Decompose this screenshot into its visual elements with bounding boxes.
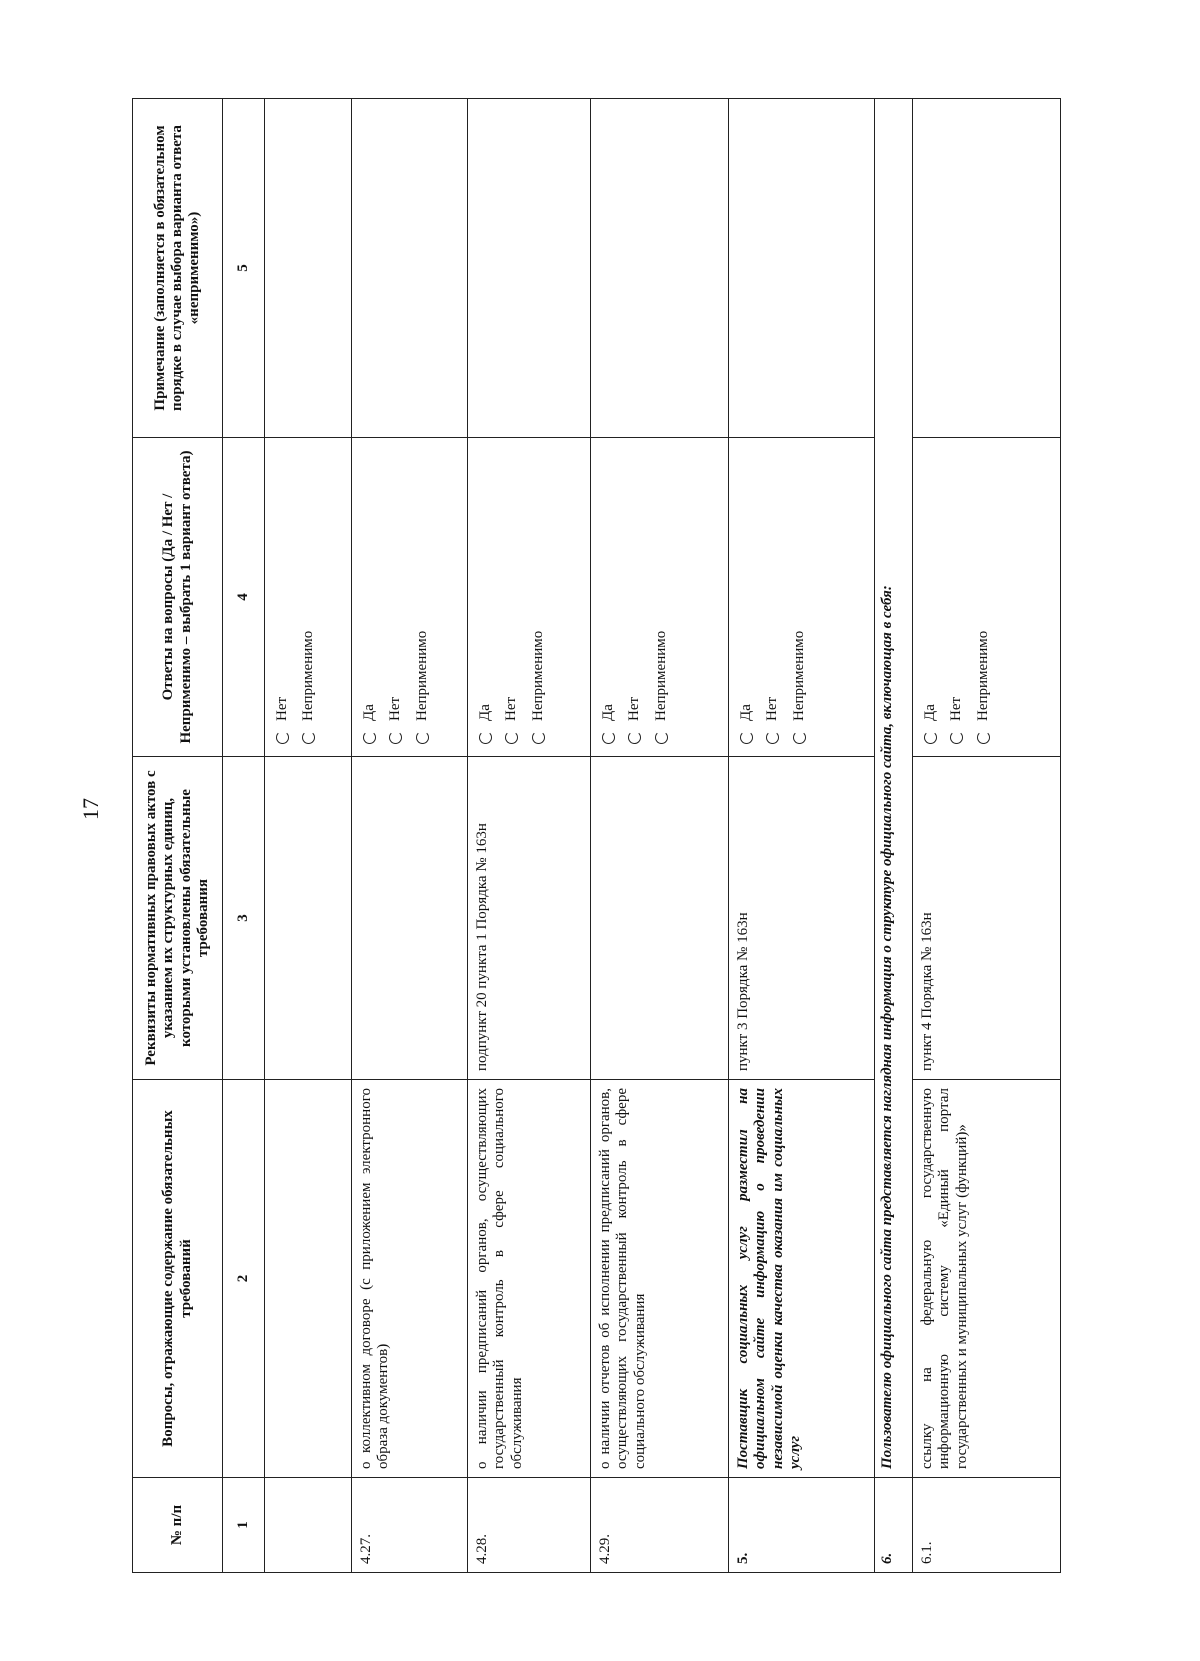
answer-label: Да [600, 704, 616, 721]
answer-option[interactable] [530, 446, 547, 744]
answer-option[interactable] [503, 446, 520, 744]
answer-option[interactable] [738, 446, 755, 744]
column-number: 3 [223, 757, 265, 1080]
answer-option[interactable] [274, 446, 291, 744]
row-note [265, 99, 352, 438]
table-row [265, 99, 352, 1573]
header-requisites: Реквизиты нормативных правовых актов с указанием их структурных единиц, которыми установлены обязательные требования [133, 757, 223, 1080]
section-title: Пользователю официального сайта представляется наглядная информация о структуре официального сайта, включающая в себя: [875, 99, 913, 1478]
table-row [913, 99, 1061, 1573]
answer-option[interactable] [764, 446, 781, 744]
column-number-row [223, 99, 265, 1573]
answer-label: Нет [948, 696, 965, 721]
table-row [591, 99, 729, 1573]
row-answers [729, 438, 875, 757]
radio-icon[interactable] [793, 731, 806, 744]
row-answers [265, 438, 352, 757]
row-number: 6.1. [913, 1478, 1061, 1573]
answer-label: Да [477, 704, 493, 721]
row-question: ссылку на федеральную государственную информационную систему «Единый портал государственных и муниципальных услуг (функций)» [913, 1080, 1061, 1478]
header-num: № п/п [133, 1478, 223, 1573]
row-number: 4.29. [591, 1478, 729, 1573]
column-number: 2 [223, 1080, 265, 1478]
row-answers [913, 438, 1061, 757]
answer-option[interactable] [653, 446, 670, 744]
radio-icon[interactable] [505, 731, 518, 744]
row-note [468, 99, 591, 438]
row-requisites [352, 757, 468, 1080]
answer-label: Неприменимо [790, 630, 807, 721]
answer-option[interactable] [791, 446, 808, 744]
radio-icon[interactable] [924, 731, 937, 744]
answer-label: Нет [764, 696, 781, 721]
answer-option[interactable] [414, 446, 431, 744]
header-answers: Ответы на вопросы (Да / Нет / Неприменимо – выбрать 1 вариант ответа) [133, 438, 223, 757]
row-requisites: подпункт 20 пункта 1 Порядка № 163н [468, 757, 591, 1080]
answer-label: Да [361, 704, 377, 721]
row-number: 4.28. [468, 1478, 591, 1573]
answer-label: Неприменимо [529, 630, 546, 721]
answer-label: Нет [503, 696, 520, 721]
checklist-table [132, 98, 1061, 1573]
answer-option[interactable] [300, 446, 317, 744]
row-number: 5. [729, 1478, 875, 1573]
answer-label: Неприменимо [652, 630, 669, 721]
answer-label: Неприменимо [974, 630, 991, 721]
row-number [265, 1478, 352, 1573]
answer-option[interactable] [922, 446, 939, 744]
answer-label: Нет [274, 696, 290, 721]
section-number: 6. [875, 1478, 913, 1573]
radio-icon[interactable] [740, 731, 753, 744]
answer-label: Да [922, 704, 938, 721]
row-requisites: пункт 4 Порядка № 163н [913, 757, 1061, 1080]
row-answers [468, 438, 591, 757]
row-question [265, 1080, 352, 1478]
answer-label: Нет [626, 696, 643, 721]
checklist-table-container [132, 99, 1061, 1573]
column-number: 4 [223, 438, 265, 757]
header-row [133, 99, 223, 1573]
row-note [591, 99, 729, 438]
page-number: 17 [78, 798, 103, 820]
column-number: 1 [223, 1478, 265, 1573]
row-note [352, 99, 468, 438]
radio-icon[interactable] [655, 731, 668, 744]
radio-icon[interactable] [302, 731, 315, 744]
header-question: Вопросы, отражающие содержание обязательных требований [133, 1080, 223, 1478]
radio-icon[interactable] [977, 731, 990, 744]
header-note: Примечание (заполняется в обязательном порядке в случае выбора варианта ответа «неприменимо») [133, 99, 223, 438]
row-requisites [265, 757, 352, 1080]
row-requisites: пункт 3 Порядка № 163н [729, 757, 875, 1080]
row-note [729, 99, 875, 438]
answer-option[interactable] [361, 446, 378, 744]
section-row [875, 99, 913, 1573]
radio-icon[interactable] [532, 731, 545, 744]
row-answers [352, 438, 468, 757]
row-note [913, 99, 1061, 438]
answer-option[interactable] [626, 446, 643, 744]
column-number: 5 [223, 99, 265, 438]
row-question: о наличии отчетов об исполнении предписаний органов, осуществляющих государственный контроль в сфере социального обслуживания [591, 1080, 729, 1478]
answer-label: Неприменимо [413, 630, 430, 721]
answer-option[interactable] [948, 446, 965, 744]
row-question: Поставщик социальных услуг разместил на официальном сайте информацию о проведении независимой оценки качества оказания им социальных услуг [729, 1080, 875, 1478]
radio-icon[interactable] [416, 731, 429, 744]
radio-icon[interactable] [602, 731, 615, 744]
radio-icon[interactable] [479, 731, 492, 744]
radio-icon[interactable] [276, 731, 289, 744]
row-requisites [591, 757, 729, 1080]
radio-icon[interactable] [363, 731, 376, 744]
row-question: о коллективном договоре (с приложением электронного образа документов) [352, 1080, 468, 1478]
answer-option[interactable] [387, 446, 404, 744]
radio-icon[interactable] [389, 731, 402, 744]
row-question: о наличии предписаний органов, осуществляющих государственный контроль в сфере социального обслуживания [468, 1080, 591, 1478]
row-number: 4.27. [352, 1478, 468, 1573]
answer-label: Нет [387, 696, 404, 721]
table-row [729, 99, 875, 1573]
answer-option[interactable] [477, 446, 494, 744]
row-answers [591, 438, 729, 757]
answer-label: Неприменимо [300, 630, 317, 721]
answer-label: Да [738, 704, 754, 721]
table-row [468, 99, 591, 1573]
answer-option[interactable] [975, 446, 992, 744]
radio-icon[interactable] [628, 731, 641, 744]
table-row [352, 99, 468, 1573]
radio-icon[interactable] [766, 731, 779, 744]
radio-icon[interactable] [950, 731, 963, 744]
answer-option[interactable] [600, 446, 617, 744]
